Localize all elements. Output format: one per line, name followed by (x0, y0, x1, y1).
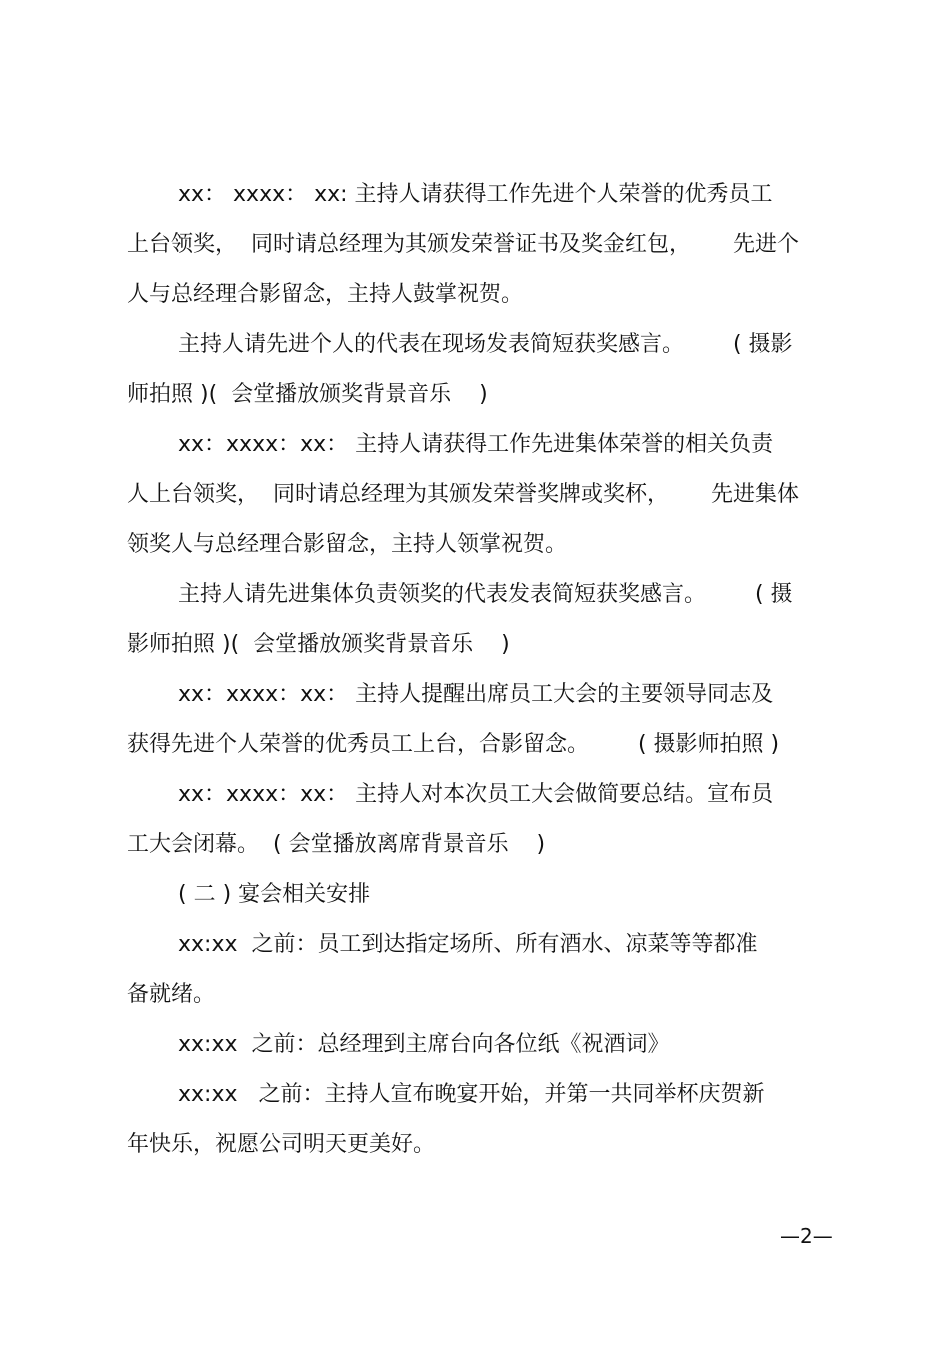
text-line: 领奖人与总经理合影留念，主持人领掌祝贺。 (127, 532, 568, 557)
text-line: 工大会闭幕。 ( 会堂播放离席背景音乐 ) (127, 832, 546, 857)
text-line: 人上台领奖， 同时请总经理为其颁发荣誉奖牌或奖杯， 先进集体 (127, 482, 799, 507)
text-line: xx： xxxx： xx: 主持人请获得工作先进个人荣誉的优秀员工 (178, 182, 773, 207)
text-line: xx：xxxx：xx： 主持人对本次员工大会做简要总结。宣布员 (178, 782, 774, 807)
text-line: 主持人请先进集体负责领奖的代表发表简短获奖感言。 ( 摄 (178, 582, 793, 607)
text-line: 上台领奖， 同时请总经理为其颁发荣誉证书及奖金红包， 先进个 (127, 232, 799, 257)
text-line: xx:xx 之前：总经理到主席台向各位纸《祝酒词》 (178, 1032, 670, 1057)
text-line: 年快乐，祝愿公司明天更美好。 (127, 1132, 436, 1157)
text-line: xx：xxxx：xx： 主持人提醒出席员工大会的主要领导同志及 (178, 682, 774, 707)
text-line: xx：xxxx：xx： 主持人请获得工作先进集体荣誉的相关负责 (178, 432, 774, 457)
page-number: —2— (780, 1224, 833, 1248)
text-line: 师拍照 )( 会堂播放颁奖背景音乐 ) (127, 382, 488, 407)
text-line: 主持人请先进个人的代表在现场发表简短获奖感言。 ( 摄影 (178, 332, 793, 357)
text-line: 影师拍照 )( 会堂播放颁奖背景音乐 ) (127, 632, 510, 657)
text-line: 人与总经理合影留念，主持人鼓掌祝贺。 (127, 282, 524, 307)
text-line: 备就绪。 (127, 982, 216, 1007)
text-line: xx:xx 之前：员工到达指定场所、所有酒水、凉菜等等都准 (178, 932, 758, 957)
text-line: xx:xx 之前：主持人宣布晚宴开始，并第一共同举杯庆贺新 (178, 1082, 765, 1107)
text-line: 获得先进个人荣誉的优秀员工上台，合影留念。 ( 摄影师拍照 ) (127, 732, 780, 757)
section-heading: ( 二 ) 宴会相关安排 (178, 882, 371, 907)
